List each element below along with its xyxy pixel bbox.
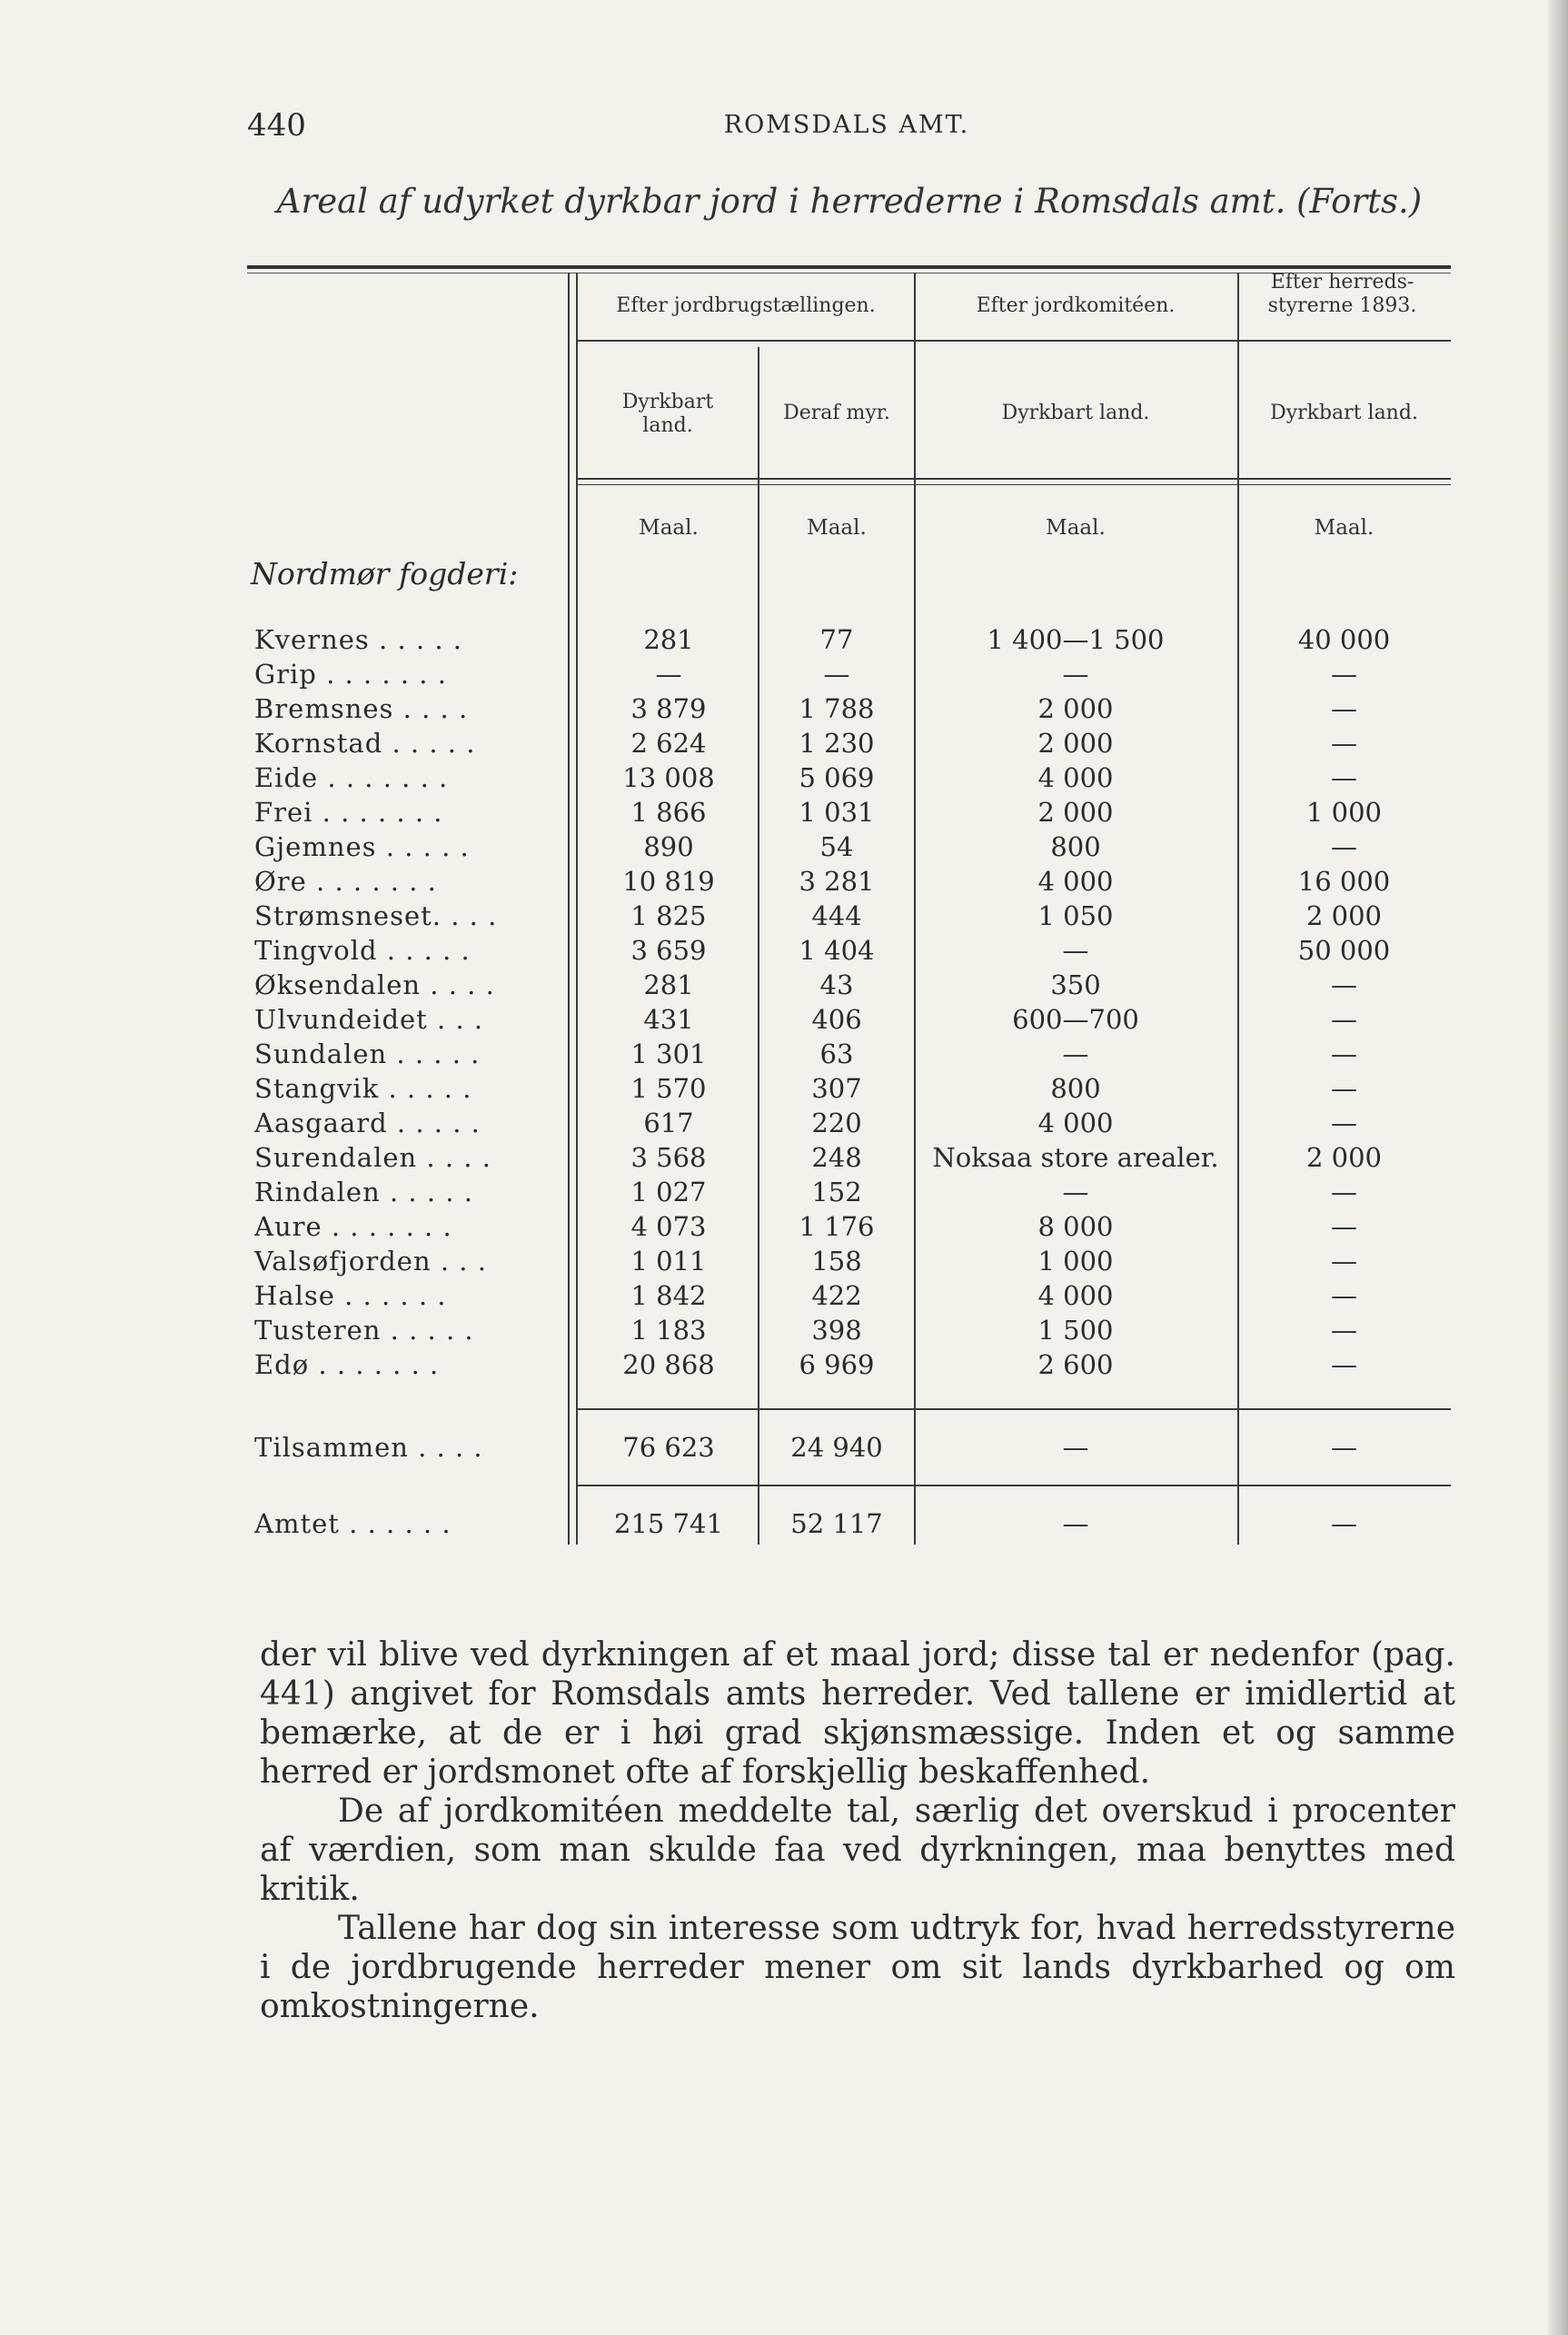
cell-c2: 5 069 (799, 762, 875, 793)
unit-c4: Maal. (1314, 516, 1374, 540)
cell-c4: — (1331, 1246, 1357, 1277)
cell-c1: 1 027 (630, 1177, 707, 1207)
cell-c1: 1 183 (630, 1315, 707, 1346)
cell-c4: — (1331, 1508, 1357, 1539)
cell-c3: Noksaa store arealer. (932, 1142, 1219, 1173)
column-header-c2: Deraf myr. (783, 402, 890, 424)
cell-c4: — (1331, 1315, 1357, 1346)
column-header-c3: Dyrkbart land. (1001, 402, 1150, 424)
cell-c2: 1 788 (799, 693, 875, 724)
cell-c3: 2 000 (1037, 797, 1114, 828)
cell-c4: — (1331, 1177, 1357, 1207)
cell-c3: 350 (1050, 969, 1101, 1000)
cell-c4: 40 000 (1297, 624, 1391, 655)
row-name: Eide . . . . . . . (254, 762, 449, 793)
cell-c3: 1 500 (1037, 1315, 1114, 1346)
unit-c1: Maal. (639, 516, 699, 540)
cell-c3: 600—700 (1012, 1004, 1139, 1035)
cell-c3: 800 (1050, 1073, 1101, 1104)
cell-c1: 1 301 (630, 1038, 707, 1069)
cell-c2: 220 (811, 1108, 862, 1138)
cell-c3: 2 000 (1037, 728, 1114, 759)
cell-c2: — (823, 659, 850, 690)
cell-c1: 281 (643, 969, 694, 1000)
cell-c1: 3 659 (630, 935, 707, 966)
cell-c2: 1 031 (799, 797, 875, 828)
table-title: Areal af udyrket dyrkbar jord i herrederne i Romsdals amt. (Forts.) (276, 182, 1423, 221)
cell-c4: — (1331, 1432, 1357, 1463)
totals-rule-1 (576, 1408, 1451, 1410)
cell-c1: 1 842 (630, 1280, 707, 1311)
running-title: ROMSDALS AMT. (723, 111, 970, 139)
title-rule (247, 265, 1451, 269)
cell-c4: 16 000 (1297, 866, 1391, 897)
cell-c3: 2 000 (1037, 693, 1114, 724)
page-edge (1548, 0, 1568, 2335)
header-rule-columns (576, 478, 1451, 480)
cell-c2: 54 (819, 831, 854, 862)
body-text (260, 1635, 1455, 2026)
cell-c1: 1 011 (630, 1246, 707, 1277)
paragraph: Tallene har dog sin interesse som udtryk for, hvad herredsstyrerne i de jordbrugende herreder mener om sit lands dyrkbarhed og om omkostningerne. (260, 1910, 1455, 2025)
row-name: Aasgaard . . . . . (254, 1108, 481, 1138)
cell-c3: 1 050 (1037, 900, 1114, 931)
cell-c4: — (1331, 1280, 1357, 1311)
row-name: Kvernes . . . . . (254, 624, 462, 655)
cell-c4: — (1331, 728, 1357, 759)
row-name: Kornstad . . . . . (254, 728, 476, 759)
cell-c4: — (1331, 1073, 1357, 1104)
row-name: Amtet . . . . . . (254, 1508, 452, 1539)
cell-c1: 3 879 (630, 693, 707, 724)
group-header-jordkomiteen: Efter jordkomitéen. (976, 294, 1176, 317)
cell-c2: 77 (819, 624, 854, 655)
cell-c4: — (1331, 1038, 1357, 1069)
cell-c2: 24 940 (790, 1432, 883, 1463)
cell-c1: 3 568 (630, 1142, 707, 1173)
cell-c4: 2 000 (1305, 1142, 1383, 1173)
cell-c2: 1 230 (799, 728, 875, 759)
cell-c2: 6 969 (799, 1349, 875, 1380)
cell-c4: — (1331, 1108, 1357, 1138)
cell-c4: — (1331, 1211, 1357, 1242)
cell-c3: — (1062, 1508, 1089, 1539)
row-name: Øre . . . . . . . (254, 866, 437, 897)
cell-c4: — (1331, 831, 1357, 862)
cell-c4: — (1331, 969, 1357, 1000)
cell-c3: — (1062, 935, 1089, 966)
cell-c1: 890 (643, 831, 694, 862)
cell-c4: — (1331, 659, 1357, 690)
cell-c2: 444 (811, 900, 862, 931)
cell-c1: 617 (643, 1108, 694, 1138)
cell-c4: 50 000 (1297, 935, 1391, 966)
header-rule-columns-2 (576, 484, 1451, 485)
cell-c4: 1 000 (1305, 797, 1383, 828)
row-name: Edø . . . . . . . (254, 1349, 440, 1380)
row-name: Gjemnes . . . . . (254, 831, 470, 862)
cell-c1: 1 570 (630, 1073, 707, 1104)
cell-c4: 2 000 (1305, 900, 1383, 931)
row-name: Stangvik . . . . . (254, 1073, 472, 1104)
cell-c3: 2 600 (1037, 1349, 1114, 1380)
column-header-c1: Dyrkbart land. (621, 391, 714, 437)
cell-c2: 422 (811, 1280, 862, 1311)
cell-c3: 4 000 (1037, 1280, 1114, 1311)
group-header-herredsstyrerne: Efter herreds-styrerne 1893. (1267, 271, 1417, 317)
row-name: Surendalen . . . . (254, 1142, 491, 1173)
cell-c2: 248 (811, 1142, 862, 1173)
cell-c4: — (1331, 1349, 1357, 1380)
row-name: Halse . . . . . . (254, 1280, 447, 1311)
page-number: 440 (247, 107, 306, 144)
row-name: Ulvundeidet . . . (254, 1004, 484, 1035)
cell-c3: — (1062, 659, 1089, 690)
cell-c3: 800 (1050, 831, 1101, 862)
cell-c2: 158 (811, 1246, 862, 1277)
row-name: Tingvold . . . . . (254, 935, 471, 966)
unit-c2: Maal. (807, 516, 867, 540)
cell-c2: 398 (811, 1315, 862, 1346)
row-name: Tilsammen . . . . (254, 1432, 483, 1463)
cell-c2: 152 (811, 1177, 862, 1207)
cell-c2: 1 404 (799, 935, 875, 966)
cell-c4: — (1331, 693, 1357, 724)
cell-c1: — (655, 659, 682, 690)
cell-c4: — (1331, 1004, 1357, 1035)
row-name: Sundalen . . . . . (254, 1038, 481, 1069)
cell-c1: 431 (643, 1004, 694, 1035)
cell-c3: — (1062, 1177, 1089, 1207)
unit-c3: Maal. (1046, 516, 1106, 540)
cell-c2: 3 281 (799, 866, 875, 897)
cell-c2: 1 176 (799, 1211, 875, 1242)
row-name: Aure . . . . . . . (254, 1211, 452, 1242)
cell-c4: — (1331, 762, 1357, 793)
paragraph: De af jordkomitéen meddelte tal, særlig det overskud i procenter af værdien, som man skulde faa ved dyrkningen, maa benyttes med kritik. (260, 1793, 1455, 1908)
cell-c1: 10 819 (622, 866, 715, 897)
cell-c3: 4 000 (1037, 1108, 1114, 1138)
cell-c3: 4 000 (1037, 866, 1114, 897)
cell-c1: 76 623 (622, 1432, 715, 1463)
cell-c1: 215 741 (614, 1508, 723, 1539)
cell-c3: 1 000 (1037, 1246, 1114, 1277)
cell-c1: 13 008 (622, 762, 715, 793)
cell-c2: 52 117 (790, 1508, 883, 1539)
cell-c2: 43 (819, 969, 854, 1000)
cell-c3: 1 400—1 500 (987, 624, 1165, 655)
row-name: Strømsneset. . . . (254, 900, 498, 931)
cell-c3: 4 000 (1037, 762, 1114, 793)
section-heading: Nordmør fogderi: (251, 556, 519, 591)
row-name: Bremsnes . . . . (254, 693, 469, 724)
row-name: Valsøfjorden . . . (254, 1246, 487, 1277)
group-header-jordbrug: Efter jordbrugstællingen. (616, 294, 876, 317)
cell-c2: 406 (811, 1004, 862, 1035)
row-name: Frei . . . . . . . (254, 797, 443, 828)
col-divider-name (568, 273, 570, 1545)
header-rule-groups (576, 340, 1451, 342)
cell-c1: 2 624 (630, 728, 707, 759)
page-header (247, 107, 1446, 153)
cell-c3: 8 000 (1037, 1211, 1114, 1242)
row-name: Grip . . . . . . . (254, 659, 447, 690)
row-name: Rindalen . . . . . (254, 1177, 473, 1207)
row-name: Øksendalen . . . . (254, 969, 495, 1000)
cell-c1: 281 (643, 624, 694, 655)
cell-c3: — (1062, 1432, 1089, 1463)
cell-c3: — (1062, 1038, 1089, 1069)
totals-rule-2 (576, 1485, 1451, 1486)
cell-c1: 1 866 (630, 797, 707, 828)
cell-c1: 1 825 (630, 900, 707, 931)
cell-c2: 63 (819, 1038, 854, 1069)
paragraph: der vil blive ved dyrkningen af et maal jord; disse tal er nedenfor (pag. 441) angivet for Romsdals amts herreder. Ved tallene er imidlertid at bemærke, at de er i høi grad skjønsmæssige. Inden et og samme herred er jordsmonet ofte af forskjellig beskaffenhed. (260, 1636, 1455, 1791)
cell-c1: 4 073 (630, 1211, 707, 1242)
cell-c2: 307 (811, 1073, 862, 1104)
column-header-c4: Dyrkbart land. (1270, 402, 1418, 424)
row-name: Tusteren . . . . . (254, 1315, 474, 1346)
cell-c1: 20 868 (622, 1349, 715, 1380)
